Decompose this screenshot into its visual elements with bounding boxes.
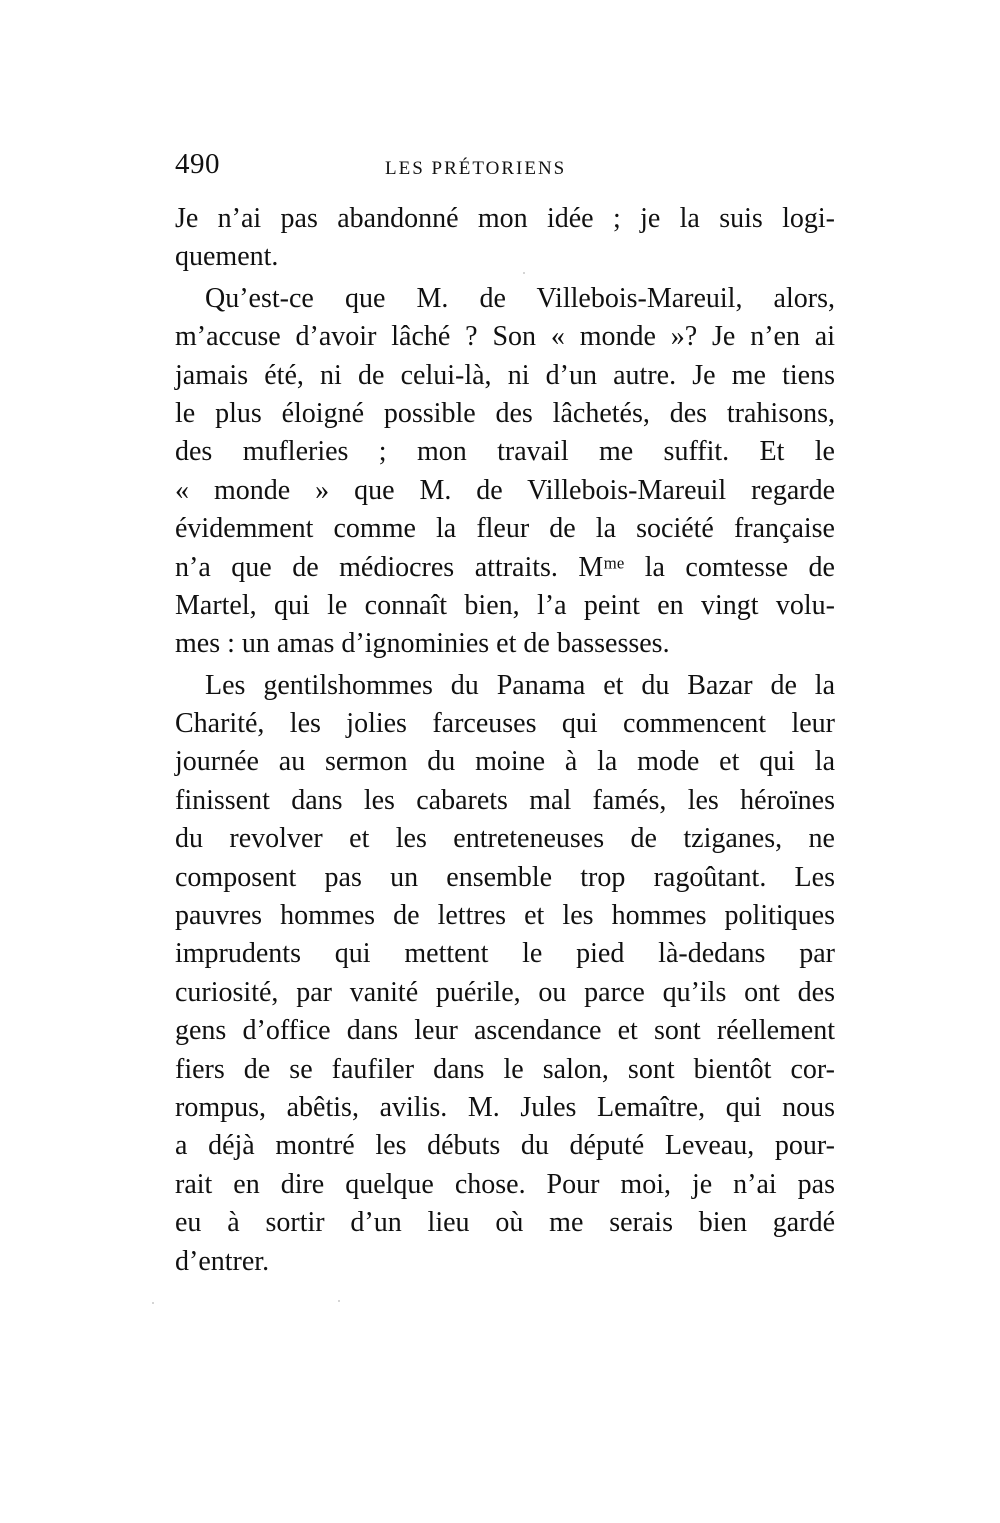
text-line: le plus éloigné possible des lâchetés, des trahisons, (175, 397, 835, 429)
text-line: évidemment comme la fleur de la société française (175, 513, 835, 545)
text-line: du revolver et les entreteneuses de tziganes, ne (175, 823, 835, 855)
text-line: finissent dans les cabarets mal famés, les héroïnes (175, 784, 835, 816)
text-line: Martel, qui le connaît bien, l’a peint en vingt volu- (175, 589, 835, 621)
text-line: d’entrer. (175, 1245, 270, 1277)
paper-speck (338, 1300, 340, 1302)
page-number: 490 (175, 148, 220, 180)
text-line: « monde » que M. de Villebois-Mareuil regarde (175, 474, 835, 506)
text-line: m’accuse d’avoir lâché ? Son « monde »? Je n’en ai (175, 321, 835, 353)
text-line: rompus, abêtis, avilis. M. Jules Lemaître, qui nous (175, 1091, 835, 1123)
text-line: Charité, les jolies farceuses qui commencent leur (175, 708, 835, 740)
text-line: a déjà montré les débuts du député Leveau, pour- (175, 1130, 835, 1162)
text-line: des mufleries ; mon travail me suffit. Et le (175, 436, 835, 468)
text-line: pauvres hommes de lettres et les hommes politiques (175, 900, 835, 932)
text-line: fiers de se faufiler dans le salon, sont bientôt cor- (175, 1053, 835, 1085)
text-line: journée au sermon du moine à la mode et qui la (175, 746, 835, 778)
text-line: n’a que de médiocres attraits. Mᵐᵉ la comtesse de (175, 551, 835, 583)
text-line: quement. (175, 241, 279, 273)
body-text (175, 200, 835, 1281)
text-line: composent pas un ensemble trop ragoûtant. Les (175, 861, 835, 893)
text-line: curiosité, par vanité puérile, ou parce qu’ils ont des (175, 976, 835, 1008)
text-line: mes : un amas d’ignominies et de bassesses. (175, 628, 670, 660)
text-line: imprudents qui mettent le pied là-dedans par (175, 938, 835, 970)
text-line: jamais été, ni de celui-là, ni d’un autre. Je me tiens (175, 359, 835, 391)
running-head (175, 148, 835, 188)
text-line: Je n’ai pas abandonné mon idée ; je la suis logi- (175, 203, 835, 234)
paragraph-1 (175, 200, 835, 277)
paragraph-2 (175, 280, 835, 664)
text-line: rait en dire quelque chose. Pour moi, je n’ai pas (175, 1168, 835, 1200)
text-line: Les gentilshommes du Panama et du Bazar de la (205, 669, 835, 701)
text-line: eu à sortir d’un lieu où me serais bien gardé (175, 1207, 835, 1239)
paper-speck (152, 1302, 154, 1304)
paragraph-3 (175, 667, 835, 1281)
running-title: LES PRÉTORIENS (385, 158, 567, 179)
text-line: gens d’office dans leur ascendance et sont réellement (175, 1015, 835, 1047)
paper-speck (523, 272, 525, 274)
text-line: Qu’est-ce que M. de Villebois-Mareuil, alors, (205, 282, 835, 314)
